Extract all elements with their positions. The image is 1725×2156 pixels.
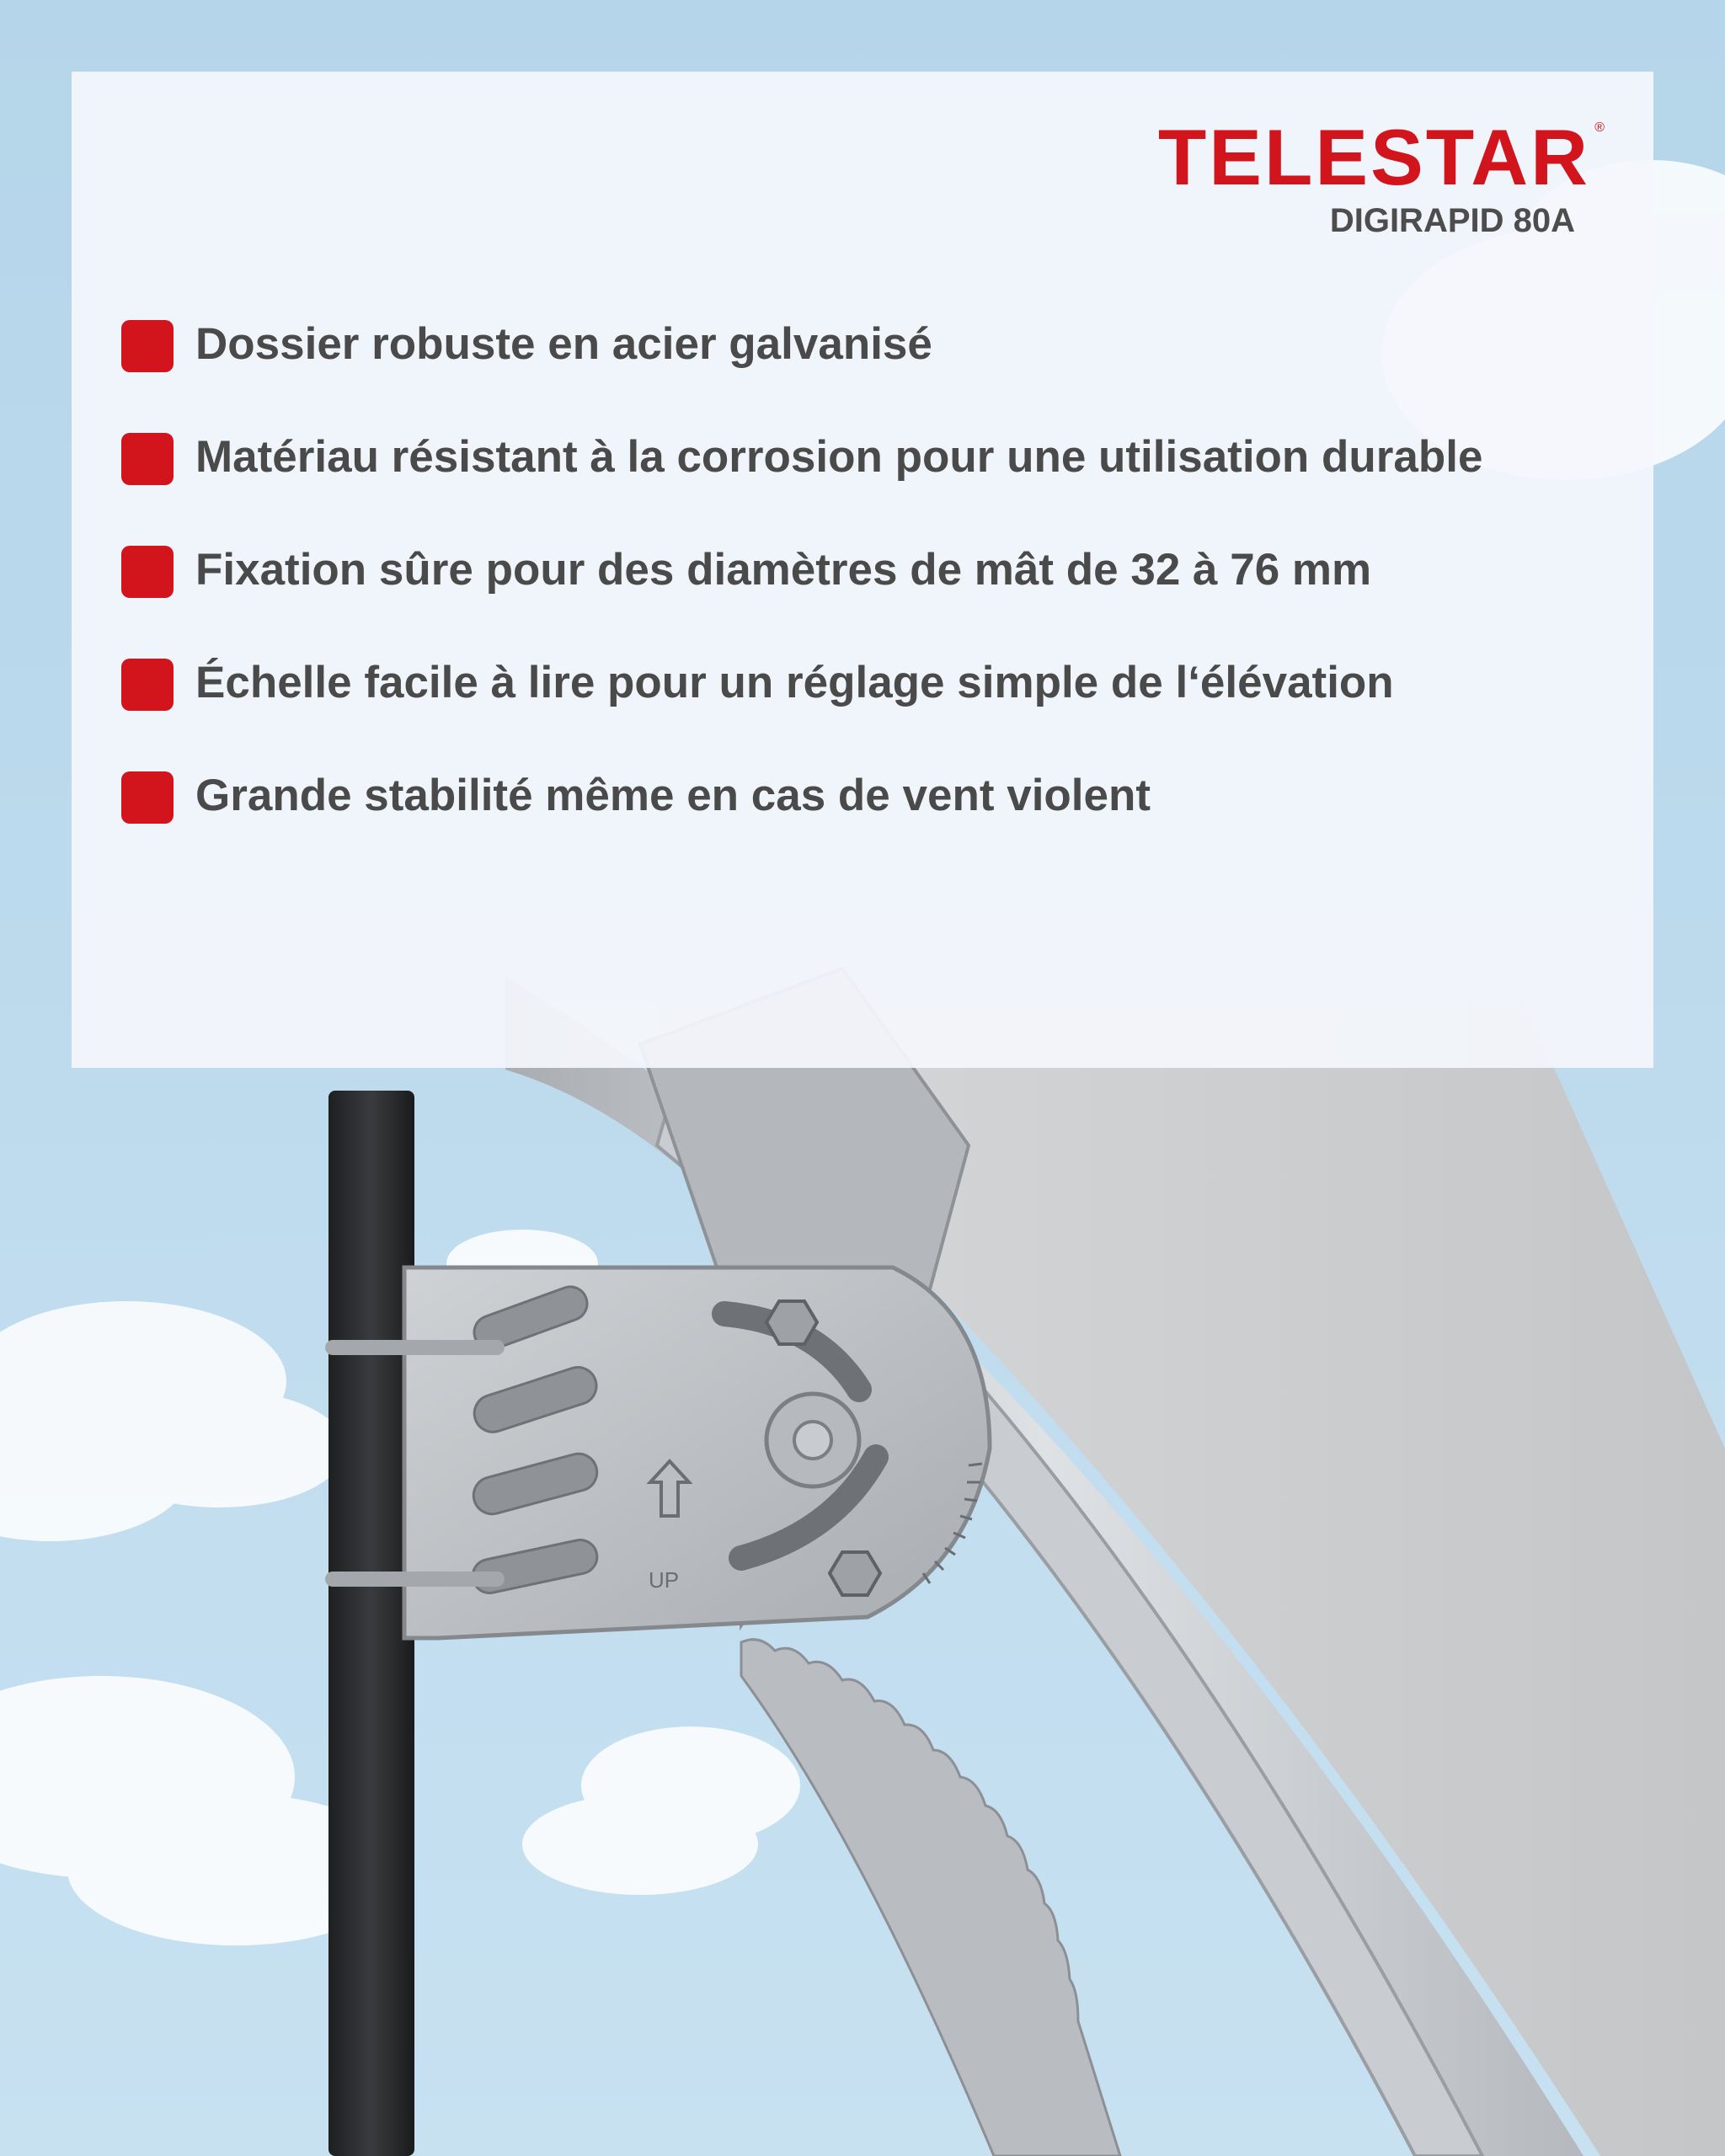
feature-text: Dossier robuste en acier galvanisé <box>195 319 932 369</box>
feature-item <box>121 307 1482 419</box>
mast-pole <box>328 1091 414 2156</box>
up-marking: UP <box>649 1567 680 1593</box>
red-square-bullet-icon <box>121 320 174 372</box>
brand-logo: TELESTAR ® <box>1157 113 1607 201</box>
feature-text: Échelle facile à lire pour un réglage simple de l‘élévation <box>195 658 1394 707</box>
feature-text: Matériau résistant à la corrosion pour une utilisation durable <box>195 432 1483 482</box>
feature-item <box>121 419 1482 532</box>
red-square-bullet-icon <box>121 659 174 711</box>
product-model: DIGIRAPID 80A <box>1329 202 1575 239</box>
feature-item <box>121 645 1482 758</box>
red-square-bullet-icon <box>121 771 174 824</box>
red-square-bullet-icon <box>121 433 174 485</box>
red-square-bullet-icon <box>121 546 174 598</box>
registered-mark: ® <box>1594 120 1607 135</box>
feature-text: Fixation sûre pour des diamètres de mât de 32 à 76 mm <box>195 545 1372 595</box>
feature-item <box>121 758 1482 871</box>
brand-block <box>1157 113 1607 240</box>
feature-item <box>121 532 1482 645</box>
feature-list <box>121 307 1482 871</box>
feature-text: Grande stabilité même en cas de vent violent <box>195 771 1151 820</box>
